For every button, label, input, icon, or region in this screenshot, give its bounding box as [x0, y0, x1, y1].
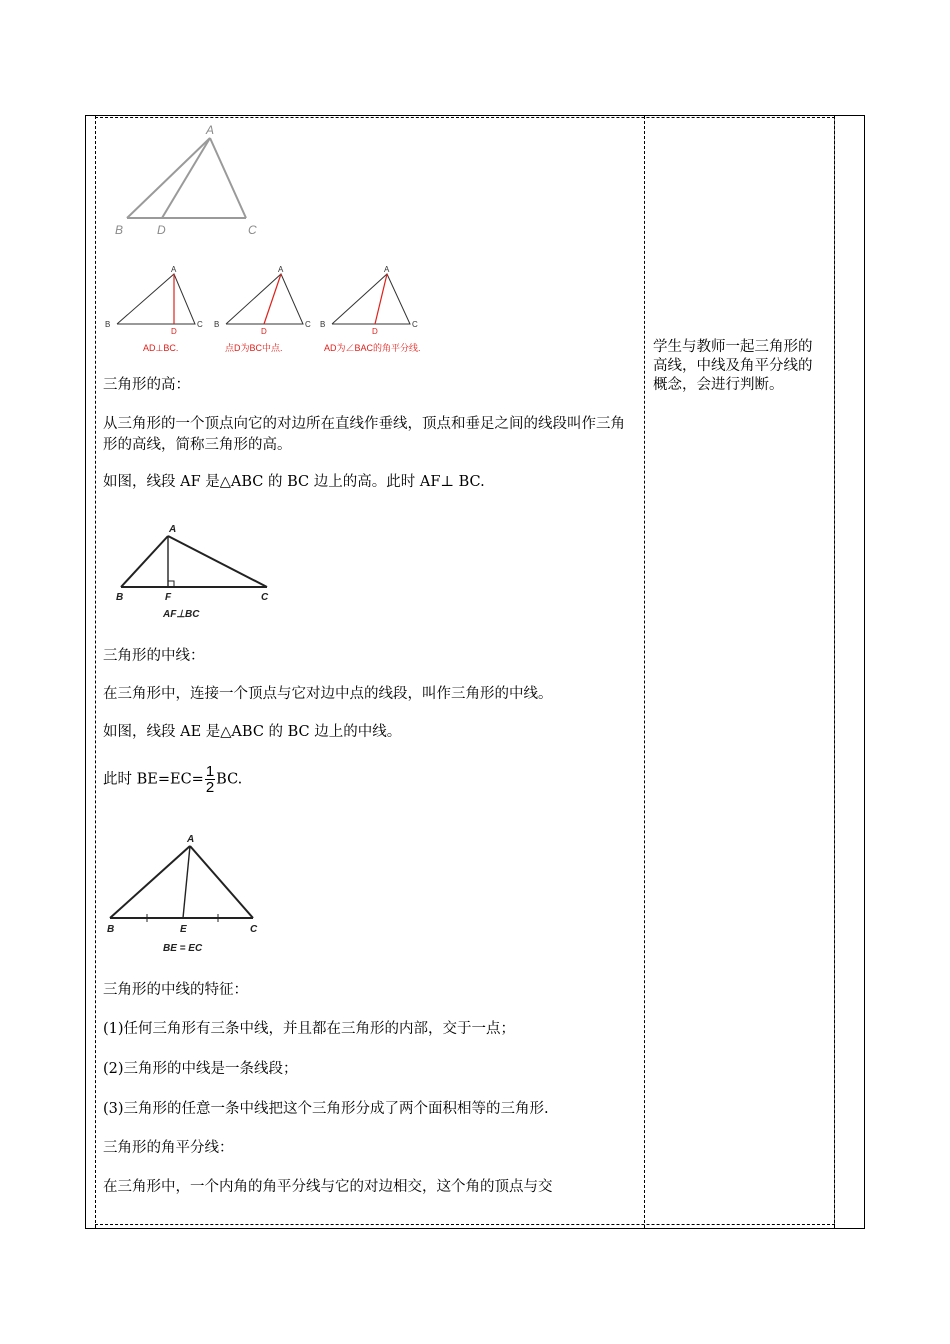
label-d: D: [171, 327, 177, 336]
equation-suffix: BC.: [216, 771, 243, 788]
label-a: A: [171, 265, 177, 274]
median-feature-1: (1)任何三角形有三条中线，并且都在三角形的内部，交于一点；: [103, 1021, 516, 1037]
side-note: 学生与教师一起三角形的高线，中线及角平分线的概念，会进行判断。: [653, 339, 813, 393]
side-ab: [121, 536, 168, 587]
top-dashed-border: [95, 117, 835, 118]
label-c: C: [305, 320, 311, 329]
label-e: E: [180, 924, 187, 935]
figure-median: [105, 832, 270, 957]
median-feature-2: (2)三角形的中线是一条线段；: [103, 1061, 298, 1077]
side-ac: [190, 846, 253, 918]
label-c: C: [248, 223, 257, 237]
figure-three-triangles: [103, 265, 448, 357]
triangle-bisector: [320, 265, 418, 336]
triangle-lines: [127, 138, 246, 218]
label-b: B: [320, 320, 326, 329]
label-c: C: [250, 924, 258, 935]
label-b: B: [214, 320, 220, 329]
median-equation: [103, 764, 628, 795]
label-a: A: [384, 265, 390, 274]
side-ac: [168, 536, 267, 587]
altitude-title: 三角形的高：: [103, 377, 190, 393]
label-c: C: [197, 320, 203, 329]
triangle-median: [214, 265, 311, 336]
label-d: D: [157, 223, 166, 237]
median-definition: 在三角形中，连接一个顶点与它对边中点的线段，叫作三角形的中线。: [103, 686, 553, 702]
figure-triangle-abd: [113, 122, 273, 237]
label-a: A: [169, 524, 177, 535]
fraction-numerator: 1: [205, 763, 215, 780]
side-ab: [110, 846, 190, 918]
caption-bisector: AD为∠BAC的角平分线.: [324, 343, 421, 353]
label-f: F: [165, 592, 172, 603]
fraction-denominator: 2: [205, 779, 215, 796]
inner-left-border: [95, 116, 96, 1228]
figure-altitude: [113, 522, 283, 622]
column-divider: [644, 116, 645, 1228]
bisector-title: 三角形的角平分线：: [103, 1140, 234, 1156]
caption-median: 点D为BC中点.: [225, 343, 283, 353]
caption-af-bc: AF⊥BC: [163, 609, 200, 620]
label-c: C: [412, 320, 418, 329]
label-a: A: [278, 265, 284, 274]
fraction-one-half: [205, 764, 215, 795]
altitude-example: 如图，线段 AF 是△ABC 的 BC 边上的高。此时 AF⊥ BC.: [103, 474, 485, 490]
label-d: D: [261, 327, 267, 336]
median-feature-3: (3)三角形的任意一条中线把这个三角形分成了两个面积相等的三角形.: [103, 1101, 549, 1117]
label-c: C: [261, 592, 269, 603]
caption-be-ec: BE = EC: [163, 943, 203, 954]
bisector-definition: 在三角形中，一个内角的角平分线与它的对边相交，这个角的顶点与交: [103, 1179, 553, 1195]
label-b: B: [107, 924, 115, 935]
right-solid-border: [834, 116, 835, 1228]
label-a: A: [206, 123, 215, 137]
label-b: B: [105, 320, 111, 329]
label-b: B: [116, 592, 124, 603]
caption-altitude: AD⊥BC.: [143, 343, 179, 353]
altitude-definition: 从三角形的一个顶点向它的对边所在直线作垂线，顶点和垂足之间的线段叫作三角形的高线，简称三角形的高。: [103, 416, 625, 453]
label-d: D: [372, 327, 378, 336]
triangle-altitude: [105, 265, 203, 336]
bottom-dashed-border: [95, 1224, 835, 1225]
label-a: A: [187, 834, 195, 845]
median-example: 如图，线段 AE 是△ABC 的 BC 边上的中线。: [103, 724, 402, 740]
label-b: B: [115, 223, 124, 237]
median-features-title: 三角形的中线的特征：: [103, 982, 248, 998]
median-title: 三角形的中线：: [103, 648, 205, 664]
median-ae: [183, 846, 190, 918]
equation-prefix: 此时 BE=EC=: [103, 771, 204, 788]
side-ac: [210, 138, 246, 218]
